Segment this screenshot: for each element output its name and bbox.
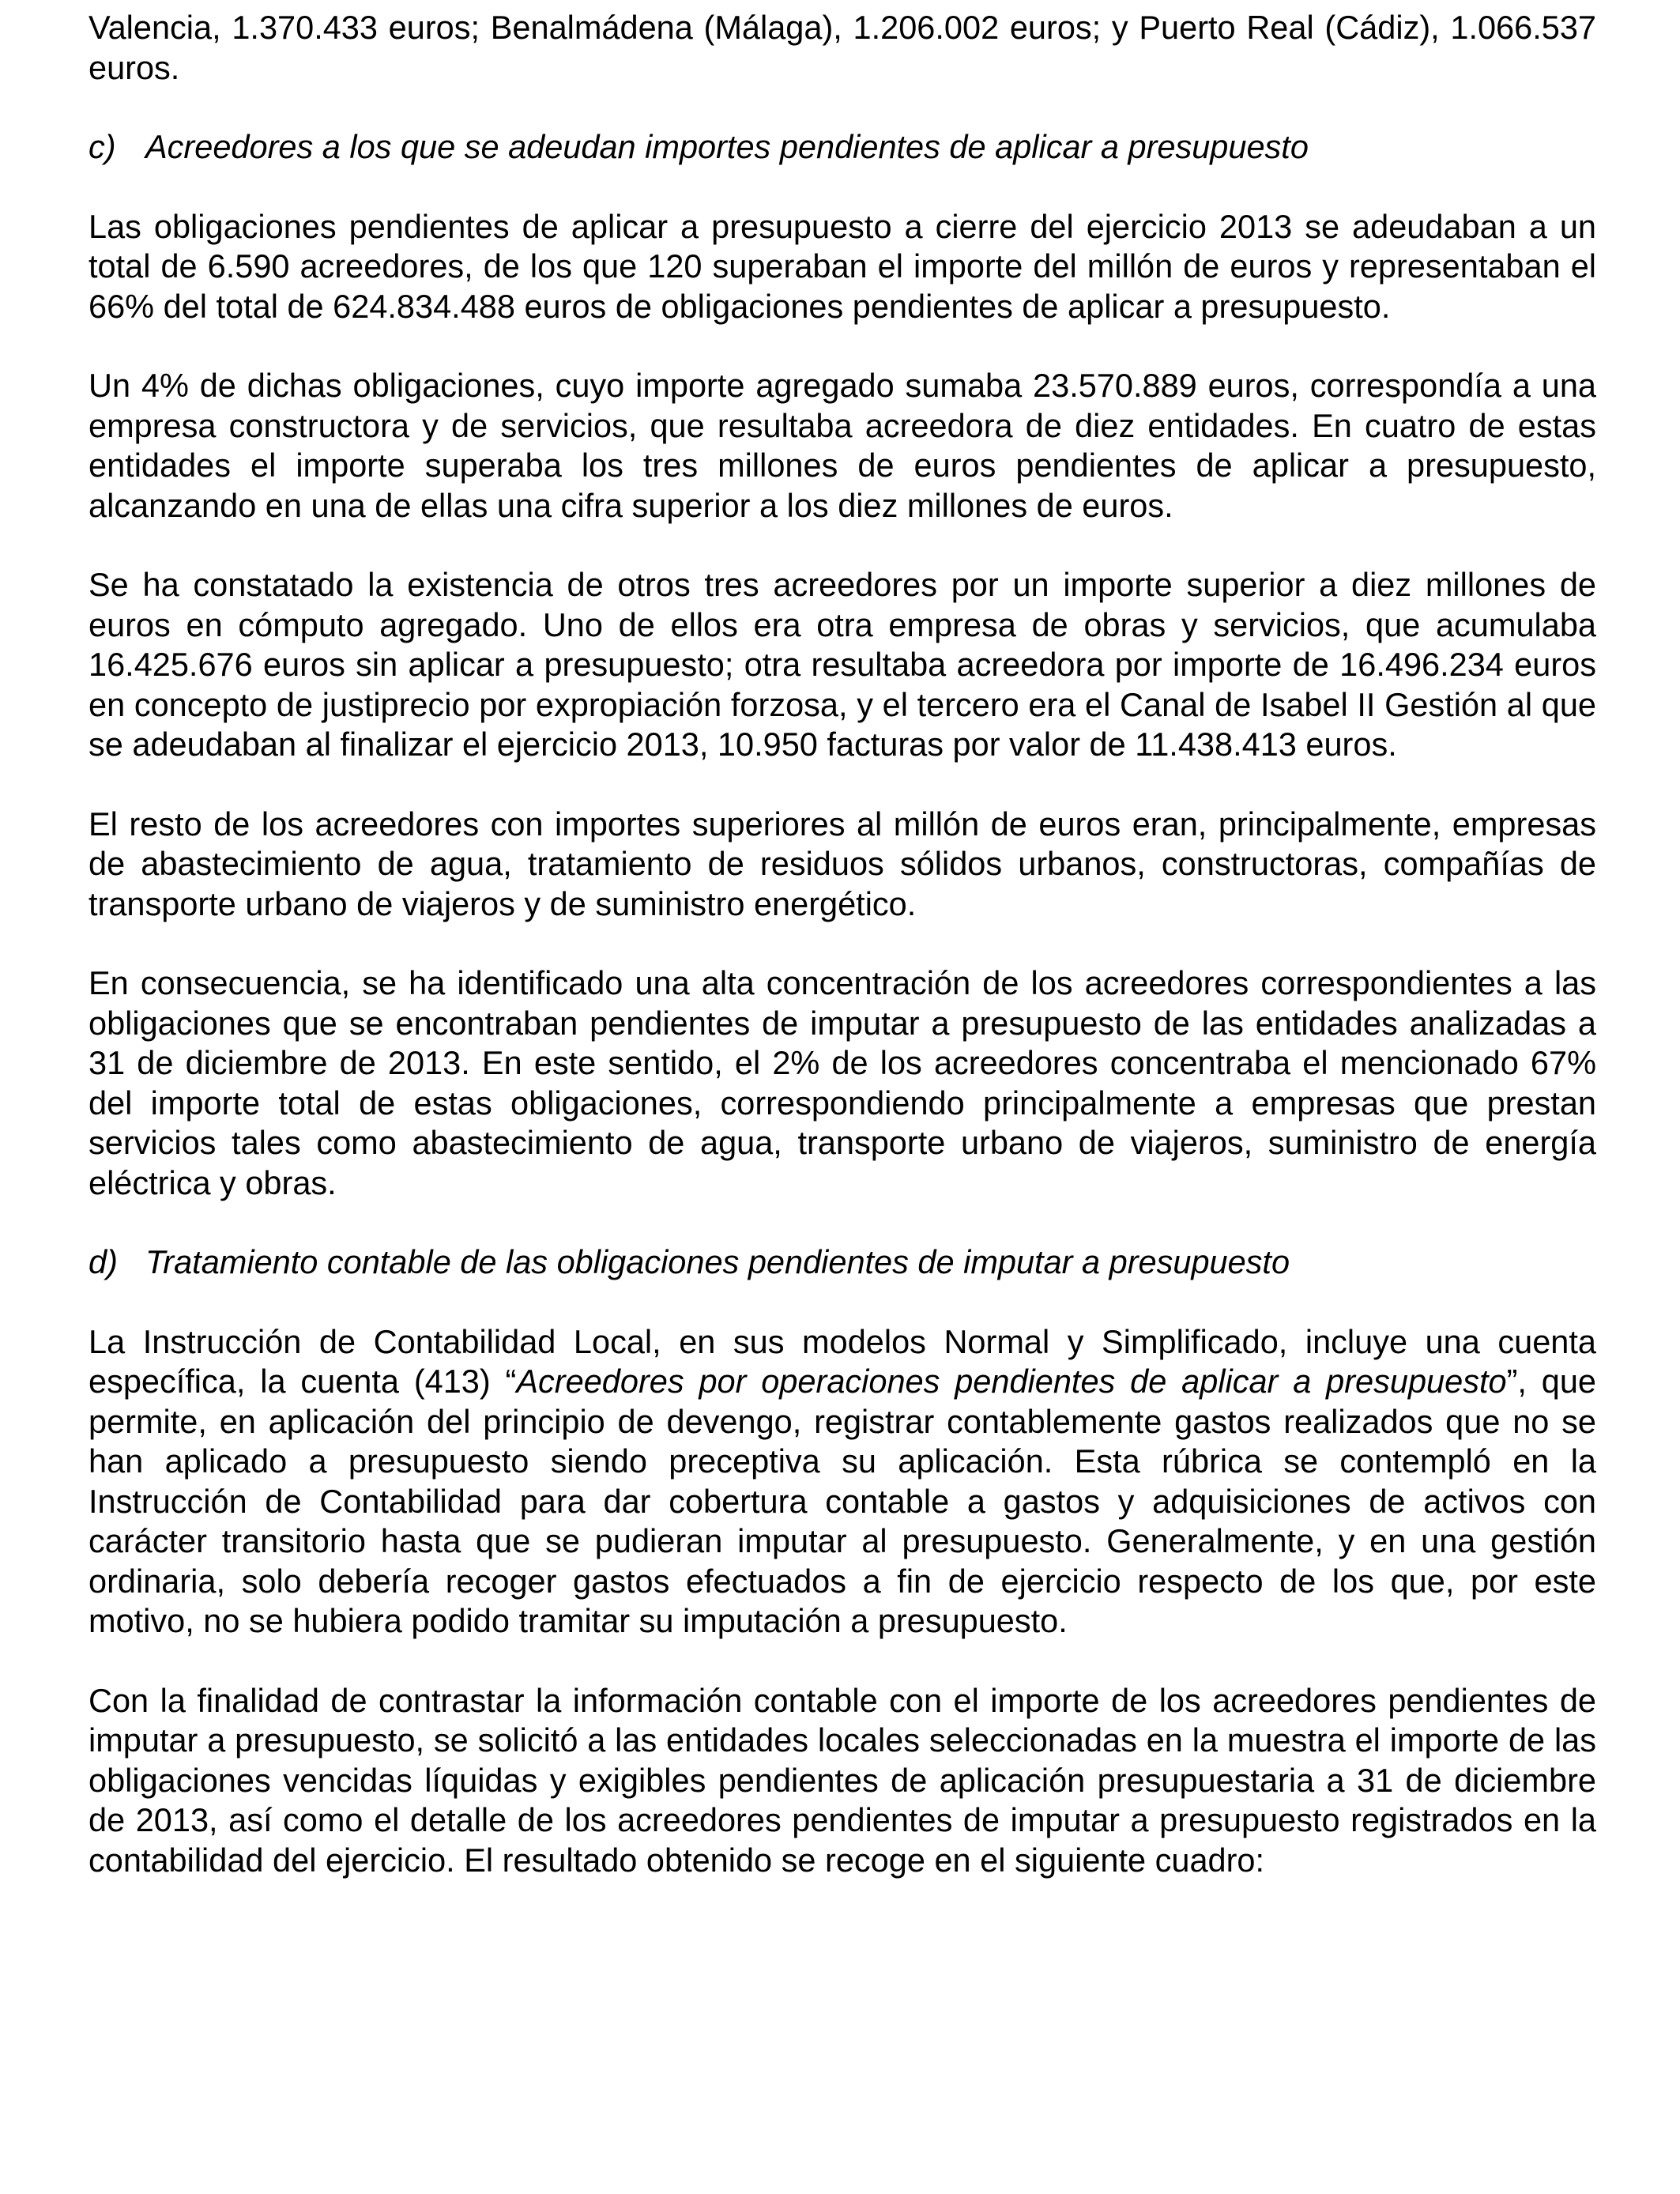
section-c-paragraph-1: Las obligaciones pendientes de aplicar a presupuesto a cierre del ejercicio 2013 se adeudaban a un total de 6.590 acreedores, de los que 120 superaban el importe del millón de euros y representaban el 66% del total de 624.834.488 euros de obligaciones pendientes de aplicar a presupuesto. — [89, 207, 1596, 325]
section-d-heading — [89, 1242, 1596, 1283]
section-d-paragraph-1-part-2: ”, que permite, en aplicación del principio de devengo, registrar contablemente gastos realizados que no se han aplicado a presupuesto siendo preceptiva su aplicación. Esta rúbrica se contempló en la Instrucción de Contabilidad para dar cobertura contable a gastos y adquisiciones de activos con carácter transitorio hasta que se pudieran imputar al presupuesto. Generalmente, y en una gestión ordinaria, solo debería recoger gastos efectuados a fin de ejercicio respecto de los que, por este motivo, no se hubiera podido tramitar su imputación a presupuesto. — [89, 1363, 1596, 1639]
section-c-paragraph-4: El resto de los acreedores con importes superiores al millón de euros eran, principalmente, empresas de abastecimiento de agua, tratamiento de residuos sólidos urbanos, constructoras, compañías de transporte urbano de viajeros y de suministro energético. — [89, 805, 1596, 922]
section-c-letter: c) — [89, 128, 116, 165]
section-d-letter: d) — [89, 1243, 118, 1280]
section-d-title: Tratamiento contable de las obligaciones pendientes de imputar a presupuesto — [145, 1243, 1290, 1280]
section-d-paragraph-1-part-1: La Instrucción de Contabilidad Local, en sus modelos Normal y Simplificado, incluye una cuenta específica, la cuenta (413) “ — [89, 1322, 1596, 1400]
section-c-title: Acreedores a los que se adeudan importes pendientes de aplicar a presupuesto — [145, 128, 1309, 165]
account-413-name: Acreedores por operaciones pendientes de aplicar a presupuesto — [516, 1363, 1507, 1400]
section-d-paragraph-2: Con la finalidad de contrastar la información contable con el importe de los acreedores pendientes de imputar a presupuesto, se solicitó a las entidades locales seleccionadas en la muestra el importe de las obligaciones vencidas líquidas y exigibles pendientes de aplicación presupuestaria a 31 de diciembre de 2013, así como el detalle de los acreedores pendientes de imputar a presupuesto registrados en la contabilidad del ejercicio. El resultado obtenido se recoge en el siguiente cuadro: — [89, 1681, 1596, 1879]
document-page — [89, 0, 1596, 1920]
section-c-paragraph-5: En consecuencia, se ha identificado una alta concentración de los acreedores correspondientes a las obligaciones que se encontraban pendientes de imputar a presupuesto de las entidades analizadas a 31 de diciembre de 2013. En este sentido, el 2% de los acreedores concentraba el mencionado 67% del importe total de estas obligaciones, correspondiendo principalmente a empresas que prestan servicios tales como abastecimiento de agua, transporte urbano de viajeros, suministro de energía eléctrica y obras. — [89, 964, 1596, 1201]
intro-paragraph: Valencia, 1.370.433 euros; Benalmádena (Málaga), 1.206.002 euros; y Puerto Real (Cádiz), 1.066.537 euros. — [89, 9, 1596, 86]
section-d-paragraph-1 — [89, 1322, 1596, 1642]
section-c-heading — [89, 127, 1596, 168]
section-c-paragraph-3: Se ha constatado la existencia de otros tres acreedores por un importe superior a diez millones de euros en cómputo agregado. Uno de ellos era otra empresa de obras y servicios, que acumulaba 16.425.676 euros sin aplicar a presupuesto; otra resultaba acreedora por importe de 16.496.234 euros en concepto de justiprecio por expropiación forzosa, y el tercero era el Canal de Isabel II Gestión al que se adeudaban al finalizar el ejercicio 2013, 10.950 facturas por valor de 11.438.413 euros. — [89, 566, 1596, 763]
section-c-paragraph-2: Un 4% de dichas obligaciones, cuyo importe agregado sumaba 23.570.889 euros, correspondía a una empresa constructora y de servicios, que resultaba acreedora de diez entidades. En cuatro de estas entidades el importe superaba los tres millones de euros pendientes de aplicar a presupuesto, alcanzando en una de ellas una cifra superior a los diez millones de euros. — [89, 367, 1596, 524]
